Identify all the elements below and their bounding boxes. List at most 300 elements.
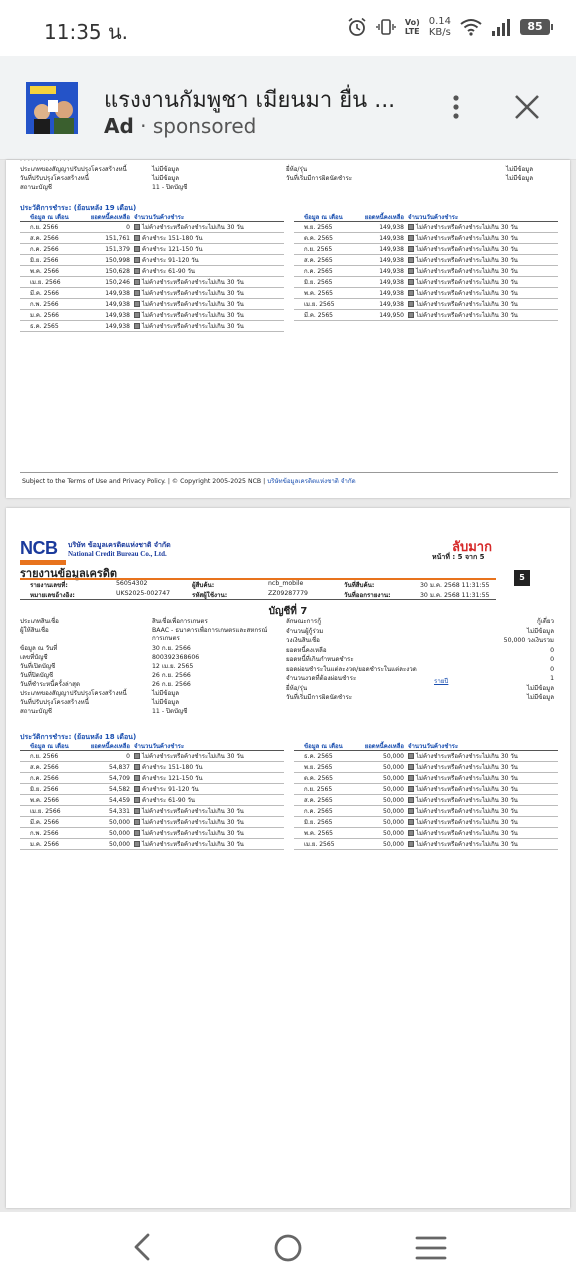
field-value: 1 <box>550 675 554 682</box>
row-status-text: ไม่ค้างชำระหรือค้างชำระไม่เกิน 30 วัน <box>142 807 244 815</box>
field-value: ไม่มีข้อมูล <box>152 175 180 182</box>
row-balance: 150,998 <box>105 257 130 264</box>
page-total: 5 <box>479 553 485 561</box>
row-balance: 149,950 <box>379 312 404 319</box>
status-box-icon <box>408 312 414 318</box>
row-month: เม.ย. 2566 <box>30 808 61 815</box>
status-box-icon <box>408 246 414 252</box>
row-status <box>408 277 558 287</box>
ad-thumbnail[interactable] <box>26 82 78 134</box>
meta-label: ผู้สืบค้น: <box>192 582 215 589</box>
meta-report-no <box>30 580 68 590</box>
col-overdue: จำนวนวันค้างชำระ <box>134 213 185 221</box>
status-bar <box>0 0 576 56</box>
row-status-text: ค้างชำระ 61-90 วัน <box>142 796 195 804</box>
row-balance: 151,379 <box>105 246 130 253</box>
row-status <box>408 233 558 243</box>
network-speed <box>429 16 451 38</box>
field-value: 11 - ปิดบัญชี <box>152 708 188 715</box>
row-status <box>134 288 284 298</box>
row-balance: 54,582 <box>109 786 130 793</box>
col-balance: ยอดหนี้คงเหลือ <box>90 743 130 750</box>
meta-label: รหัสผู้ใช้งาน: <box>192 592 228 599</box>
account-title: บัญชีที่ 7 <box>268 606 308 617</box>
page-of: จาก <box>464 553 478 561</box>
row-month: ก.ย. 2565 <box>304 786 333 793</box>
row-balance: 50,000 <box>383 764 404 771</box>
field-label: วงเงินสินเชื่อ <box>286 637 320 644</box>
status-box-icon <box>134 224 140 230</box>
row-month: ส.ค. 2566 <box>30 764 59 771</box>
field-value: 26 ก.ย. 2566 <box>152 681 191 688</box>
row-month: ก.ค. 2565 <box>304 268 333 275</box>
alarm-icon <box>347 17 367 37</box>
field-label: วันที่ชำระหนี้ครั้งล่าสุด <box>20 681 80 688</box>
battery-indicator: 85 <box>520 19 550 35</box>
ad-label: Ad <box>104 114 134 138</box>
volte-top: Vo) <box>404 18 420 27</box>
table-row <box>20 784 284 795</box>
row-month: เม.ย. 2565 <box>304 301 335 308</box>
meta-value: ncb_mobile <box>268 580 304 587</box>
row-month: ม.ค. 2566 <box>30 312 59 319</box>
row-status-text: ไม่ค้างชำระหรือค้างชำระไม่เกิน 30 วัน <box>142 818 244 826</box>
row-status-text: ไม่ค้างชำระหรือค้างชำระไม่เกิน 30 วัน <box>416 311 518 319</box>
row-status-text: ไม่ค้างชำระหรือค้างชำระไม่เกิน 30 วัน <box>416 289 518 297</box>
row-status <box>134 233 284 243</box>
row-status <box>408 806 558 816</box>
status-box-icon <box>134 753 140 759</box>
page-label: หน้าที่ : <box>432 553 456 561</box>
row-status-text: ค้างชำระ 121-150 วัน <box>142 245 203 253</box>
ad-title[interactable]: แรงงานกัมพูชา เมียนมา ยื่น ... <box>104 88 396 113</box>
row-status <box>134 310 284 320</box>
row-status-text: ไม่ค้างชำระหรือค้างชำระไม่เกิน 30 วัน <box>142 289 244 297</box>
row-status-text: ไม่ค้างชำระหรือค้างชำระไม่เกิน 30 วัน <box>142 223 244 231</box>
row-status-text: ไม่ค้างชำระหรือค้างชำระไม่เกิน 30 วัน <box>416 223 518 231</box>
row-status <box>408 773 558 783</box>
field-value: ไม่มีข้อมูล <box>526 694 554 701</box>
row-status <box>134 784 284 794</box>
table-row <box>294 299 558 310</box>
row-status <box>134 222 284 232</box>
status-box-icon <box>408 224 414 230</box>
page-current: 5 <box>457 553 463 561</box>
field-label: ยี่ห้อ/รุ่น <box>286 684 308 692</box>
payment-history-table-right <box>294 742 558 850</box>
row-balance: 149,938 <box>379 224 404 231</box>
field-label: ประเภทของสัญญาปรับปรุงโครงสร้างหนี้ <box>20 690 127 697</box>
meta-value: 30 ม.ค. 2568 11:31:55 <box>420 582 490 589</box>
field-value: ไม่มีข้อมูล <box>152 690 180 697</box>
row-balance: 149,938 <box>105 312 130 319</box>
status-box-icon <box>408 764 414 770</box>
row-status-text: ไม่ค้างชำระหรือค้างชำระไม่เกิน 30 วัน <box>416 752 518 760</box>
status-box-icon <box>134 301 140 307</box>
row-balance: 50,000 <box>109 819 130 826</box>
row-status-text: ไม่ค้างชำระหรือค้างชำระไม่เกิน 30 วัน <box>142 300 244 308</box>
field-value: BAAC - ธนาคารเพื่อการเกษตรและสหกรณ์การเกษตร <box>152 627 268 642</box>
row-status <box>134 255 284 265</box>
table-row <box>20 233 284 244</box>
field-label: วันที่ปรับปรุงโครงสร้างหนี้ <box>20 175 89 182</box>
signal-icon <box>491 18 511 36</box>
field-value: ไม่มีข้อมูล <box>526 684 554 692</box>
table-row <box>294 255 558 266</box>
field-value: 11 - ปิดบัญชี <box>152 184 188 191</box>
row-month: พ.ค. 2566 <box>30 797 59 804</box>
meta-value: ZZ09287779 <box>268 590 308 597</box>
row-status-text: ไม่ค้างชำระหรือค้างชำระไม่เกิน 30 วัน <box>416 245 518 253</box>
row-balance: 149,938 <box>379 257 404 264</box>
row-status-text: ค้างชำระ 91-120 วัน <box>142 785 199 793</box>
status-box-icon <box>134 786 140 792</box>
field-label: สถานะบัญชี <box>20 708 52 715</box>
field-value: สินเชื่อเพื่อการเกษตร <box>152 618 208 625</box>
field-label: ข้อมูล ณ วันที่ <box>20 645 58 652</box>
field-value: ไม่มีข้อมูล <box>152 699 180 706</box>
field-label: ผู้ให้สินเชื่อ <box>20 627 49 634</box>
row-status <box>408 310 558 320</box>
status-box-icon <box>134 312 140 318</box>
table-row <box>294 773 558 784</box>
field-label: ยอดผ่อนชำระในแต่ละงวด/ยอดชำระในแต่ละงวด <box>286 665 417 673</box>
row-balance: 149,938 <box>105 323 130 330</box>
row-balance: 0 <box>126 224 130 231</box>
field-value: ไม่มีข้อมูล <box>526 627 554 635</box>
row-balance: 149,938 <box>379 279 404 286</box>
row-balance: 50,000 <box>383 786 404 793</box>
row-status <box>408 255 558 265</box>
row-balance: 50,000 <box>383 830 404 837</box>
field-label: จำนวนผู้กู้ร่วม <box>286 627 324 635</box>
field-label: จำนวนงวดที่ต้องผ่อนชำระ <box>286 675 357 682</box>
table-row <box>20 255 284 266</box>
close-icon[interactable] <box>512 92 542 122</box>
field-label: ยอดหนี้ที่เกินกำหนดชำระ <box>286 656 354 663</box>
payment-history-table-right <box>294 213 558 321</box>
meta-value: 30 ม.ค. 2568 11:31:55 <box>420 592 490 599</box>
row-month: มี.ค. 2566 <box>30 290 59 297</box>
row-balance: 150,246 <box>105 279 130 286</box>
table-row <box>20 288 284 299</box>
status-box-icon <box>408 268 414 274</box>
field-label: เลขที่บัญชี <box>20 654 48 661</box>
table-row <box>294 751 558 762</box>
status-box-icon <box>408 797 414 803</box>
field-value: ไม่มีข้อมูล <box>152 166 180 173</box>
page-number <box>432 552 485 563</box>
row-balance: 151,761 <box>105 235 130 242</box>
table-row <box>294 839 558 850</box>
navigation-bar <box>0 1212 576 1280</box>
report-title: รายงานข้อมูลเครดิต <box>20 567 118 580</box>
status-icons <box>347 14 550 40</box>
table-row <box>20 817 284 828</box>
row-status-text: ไม่ค้างชำระหรือค้างชำระไม่เกิน 30 วัน <box>416 807 518 815</box>
meta-label: รายงานเลขที่: <box>30 582 68 589</box>
field-value: 50,000 วงเงินรวม <box>503 637 554 644</box>
table-row <box>294 828 558 839</box>
speed-value: 0.14 <box>428 16 451 27</box>
row-status-text: ไม่ค้างชำระหรือค้างชำระไม่เกิน 30 วัน <box>416 829 518 837</box>
meta-label: วันที่ออกรายงาน: <box>344 592 391 599</box>
row-balance: 50,000 <box>109 841 130 848</box>
row-month: ส.ค. 2565 <box>304 797 333 804</box>
row-status-text: ไม่ค้างชำระหรือค้างชำระไม่เกิน 30 วัน <box>416 796 518 804</box>
status-box-icon <box>408 290 414 296</box>
row-status-text: ไม่ค้างชำระหรือค้างชำระไม่เกิน 30 วัน <box>416 256 518 264</box>
confidential-stamp: ลับมาก <box>452 540 492 555</box>
meta-inquirer <box>192 580 214 590</box>
field-label: วันที่เริ่มมีการผิดนัดชำระ <box>286 694 353 701</box>
status-box-icon <box>408 841 414 847</box>
meta-divider <box>20 599 496 600</box>
col-month: ข้อมูล ณ เดือน <box>30 743 69 750</box>
table-row <box>294 806 558 817</box>
ad-sponsored: sponsored <box>152 114 257 138</box>
row-balance: 150,628 <box>105 268 130 275</box>
status-box-icon <box>408 808 414 814</box>
field-value: กู้เดี่ยว <box>537 618 554 625</box>
row-month: พ.ค. 2565 <box>304 290 333 297</box>
row-month: ก.พ. 2566 <box>30 830 59 837</box>
speed-unit: KB/s <box>428 27 451 38</box>
row-status-text: ค้างชำระ 121-150 วัน <box>142 774 203 782</box>
row-month: ต.ค. 2565 <box>304 235 333 242</box>
row-month: มิ.ย. 2566 <box>30 257 59 264</box>
row-month: มิ.ย. 2565 <box>304 279 333 286</box>
row-status-text: ไม่ค้างชำระหรือค้างชำระไม่เกิน 30 วัน <box>416 785 518 793</box>
more-options-icon[interactable] <box>452 94 460 120</box>
status-time: 11:35 น. <box>44 20 129 44</box>
row-status-text: ไม่ค้างชำระหรือค้างชำระไม่เกิน 30 วัน <box>142 752 244 760</box>
row-balance: 50,000 <box>383 808 404 815</box>
row-month: เม.ย. 2566 <box>30 279 61 286</box>
row-balance: 149,938 <box>105 301 130 308</box>
field-value: ไม่มีข้อมูล <box>506 175 534 182</box>
field-label: ลักษณะการกู้ <box>286 618 321 625</box>
vibrate-icon <box>376 17 396 37</box>
meta-label: หมายเลขอ้างอิง: <box>30 592 75 599</box>
status-box-icon <box>134 279 140 285</box>
status-box-icon <box>134 323 140 329</box>
row-month: ต.ค. 2565 <box>304 775 333 782</box>
meta-label: วันที่สืบค้น: <box>344 582 375 589</box>
row-status <box>408 839 558 849</box>
row-status <box>134 762 284 772</box>
status-box-icon <box>134 775 140 781</box>
volte-indicator <box>405 18 420 36</box>
field-value: 0 <box>550 665 554 673</box>
status-box-icon <box>408 775 414 781</box>
row-status <box>408 222 558 232</box>
row-status-text: ค้างชำระ 151-180 วัน <box>142 234 203 242</box>
row-status-text: ไม่ค้างชำระหรือค้างชำระไม่เกิน 30 วัน <box>142 840 244 848</box>
row-month: มิ.ย. 2565 <box>304 819 333 826</box>
row-status-text: ค้างชำระ 151-180 วัน <box>142 763 203 771</box>
row-month: ก.ค. 2566 <box>30 775 59 782</box>
row-status <box>408 751 558 761</box>
table-row <box>20 266 284 277</box>
row-status-text: ค้างชำระ 91-120 วัน <box>142 256 199 264</box>
table-row <box>294 795 558 806</box>
row-month: ส.ค. 2566 <box>30 235 59 242</box>
status-box-icon <box>134 268 140 274</box>
table-row <box>20 806 284 817</box>
company-name-thai: บริษัท ข้อมูลเครดิตแห่งชาติ จำกัด <box>68 541 171 549</box>
ad-image-icon <box>26 82 78 134</box>
table-row <box>20 321 284 332</box>
status-box-icon <box>408 819 414 825</box>
col-overdue: จำนวนวันค้างชำระ <box>408 213 459 221</box>
row-status <box>134 277 284 287</box>
row-status <box>134 321 284 331</box>
ncb-logo-text: NCB <box>20 538 58 558</box>
status-box-icon <box>408 257 414 263</box>
field-value: 12 เม.ย. 2565 <box>152 663 194 670</box>
col-month: ข้อมูล ณ เดือน <box>30 214 69 221</box>
table-row <box>20 773 284 784</box>
table-row <box>20 828 284 839</box>
meta-value: 56054302 <box>116 580 148 587</box>
row-status <box>134 839 284 849</box>
row-status-text: ไม่ค้างชำระหรือค้างชำระไม่เกิน 30 วัน <box>416 763 518 771</box>
page-footer <box>22 476 356 486</box>
status-box-icon <box>134 290 140 296</box>
table-row <box>20 277 284 288</box>
row-month: ธ.ค. 2565 <box>30 323 59 330</box>
row-month: มิ.ย. 2566 <box>30 786 59 793</box>
status-box-icon <box>134 235 140 241</box>
document-page-4 <box>6 156 570 498</box>
row-month: ม.ค. 2566 <box>30 841 59 848</box>
row-status-text: ไม่ค้างชำระหรือค้างชำระไม่เกิน 30 วัน <box>416 774 518 782</box>
qr-code-icon: 5 <box>514 570 530 586</box>
ad-sponsored-line <box>104 114 256 138</box>
field-value: 0 <box>550 646 554 654</box>
col-balance: ยอดหนี้คงเหลือ <box>364 743 404 750</box>
cut-off-row: . . . . . . . . . . . . . <box>20 156 70 163</box>
row-status <box>134 266 284 276</box>
row-balance: 50,000 <box>383 797 404 804</box>
row-status <box>408 828 558 838</box>
field-value: 26 ก.ย. 2566 <box>152 672 191 679</box>
row-month: ก.ย. 2566 <box>30 753 59 760</box>
row-balance: 50,000 <box>383 753 404 760</box>
row-balance: 50,000 <box>109 830 130 837</box>
footer-company-link[interactable]: บริษัทข้อมูลเครดิตแห่งชาติ จำกัด <box>267 478 356 485</box>
row-status <box>408 244 558 254</box>
status-box-icon <box>134 808 140 814</box>
field-label: วันที่ปิดบัญชี <box>20 672 54 679</box>
row-balance: 50,000 <box>383 819 404 826</box>
row-balance: 54,837 <box>109 764 130 771</box>
row-status <box>408 795 558 805</box>
company-name-en: National Credit Bureau Co., Ltd. <box>68 550 167 558</box>
row-month: ธ.ค. 2565 <box>304 753 333 760</box>
row-status-text: ไม่ค้างชำระหรือค้างชำระไม่เกิน 30 วัน <box>142 829 244 837</box>
status-box-icon <box>134 764 140 770</box>
row-balance: 149,938 <box>379 268 404 275</box>
ad-banner[interactable] <box>0 56 576 160</box>
col-overdue: จำนวนวันค้างชำระ <box>408 742 459 750</box>
status-box-icon <box>408 301 414 307</box>
payment-history-table-left <box>20 213 284 332</box>
col-balance: ยอดหนี้คงเหลือ <box>90 214 130 221</box>
field-label: ประเภทของสัญญาปรับปรุงโครงสร้างหนี้ <box>20 166 127 173</box>
status-box-icon <box>408 830 414 836</box>
table-row <box>20 244 284 255</box>
row-month: พ.ย. 2565 <box>304 224 333 231</box>
status-box-icon <box>134 257 140 263</box>
row-month: ก.พ. 2566 <box>30 301 59 308</box>
row-status-text: ค้างชำระ 61-90 วัน <box>142 267 195 275</box>
row-balance: 149,938 <box>379 301 404 308</box>
table-row <box>294 310 558 321</box>
row-status <box>134 817 284 827</box>
row-status-text: ไม่ค้างชำระหรือค้างชำระไม่เกิน 30 วัน <box>416 278 518 286</box>
home-icon[interactable] <box>272 1232 304 1264</box>
row-month: พ.ค. 2566 <box>30 268 59 275</box>
field-label: วันที่เริ่มมีการผิดนัดชำระ <box>286 175 353 182</box>
volte-bottom: LTE <box>404 27 420 36</box>
wifi-icon <box>460 17 482 37</box>
row-month: ก.ค. 2565 <box>304 808 333 815</box>
payment-history-title: ประวัติการชำระ: (ย้อนหลัง 19 เดือน) <box>20 204 137 212</box>
col-month: ข้อมูล ณ เดือน <box>304 214 343 221</box>
table-row <box>294 233 558 244</box>
field-label: วันที่เปิดบัญชี <box>20 663 56 670</box>
table-row <box>20 839 284 850</box>
row-balance: 149,938 <box>379 235 404 242</box>
row-balance: 149,938 <box>379 290 404 297</box>
row-month: มี.ค. 2565 <box>304 312 333 319</box>
status-box-icon <box>408 279 414 285</box>
row-status <box>134 828 284 838</box>
ncb-logo <box>20 538 58 559</box>
row-status-text: ไม่ค้างชำระหรือค้างชำระไม่เกิน 30 วัน <box>416 267 518 275</box>
row-status-text: ไม่ค้างชำระหรือค้างชำระไม่เกิน 30 วัน <box>142 322 244 330</box>
row-month: ก.ค. 2566 <box>30 246 59 253</box>
row-status-text: ไม่ค้างชำระหรือค้างชำระไม่เกิน 30 วัน <box>142 278 244 286</box>
table-row <box>294 762 558 773</box>
field-value: ไม่มีข้อมูล <box>506 166 534 173</box>
meta-inquiry-date <box>344 580 374 590</box>
table-row <box>20 310 284 321</box>
row-month: ก.ย. 2566 <box>30 224 59 231</box>
installment-period: รายปี <box>434 678 449 685</box>
table-row <box>294 784 558 795</box>
status-box-icon <box>134 819 140 825</box>
footer-divider <box>20 472 558 473</box>
field-label: ยี่ห้อ/รุ่น <box>286 166 308 173</box>
back-icon[interactable] <box>128 1232 158 1262</box>
row-status-text: ไม่ค้างชำระหรือค้างชำระไม่เกิน 30 วัน <box>416 818 518 826</box>
table-row <box>294 817 558 828</box>
recent-apps-icon[interactable] <box>414 1234 448 1262</box>
row-month: เม.ย. 2565 <box>304 841 335 848</box>
col-balance: ยอดหนี้คงเหลือ <box>364 214 404 221</box>
table-row <box>20 751 284 762</box>
status-box-icon <box>134 841 140 847</box>
meta-value: UKS2025-002747 <box>116 590 171 597</box>
status-box-icon <box>134 830 140 836</box>
row-month: มี.ค. 2566 <box>30 819 59 826</box>
ad-dot: · <box>140 114 153 138</box>
field-label: ประเภทสินเชื่อ <box>20 618 59 625</box>
row-status <box>134 795 284 805</box>
